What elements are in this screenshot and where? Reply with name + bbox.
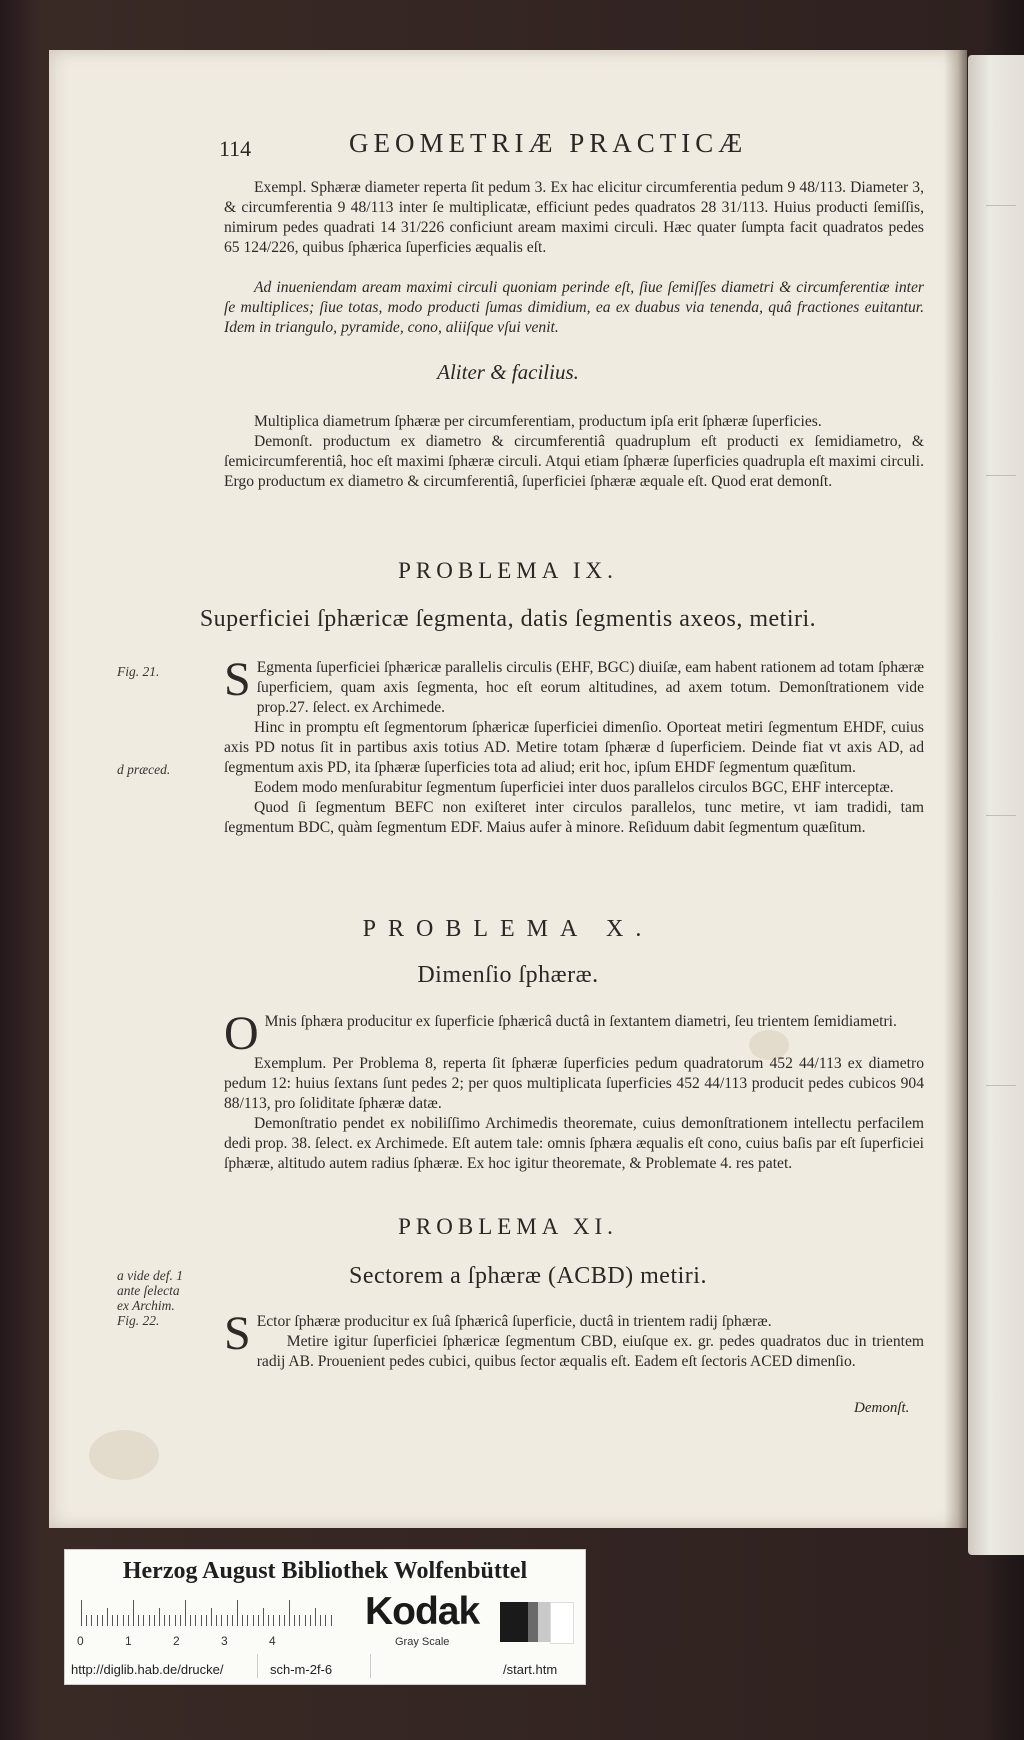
problem-9-paragraph-3: Eodem modo menſurabitur ſegmentum ſuperficiei inter duos parallelos circulos BGC, EHF interceptæ.	[254, 779, 894, 796]
ruler-tick	[273, 1615, 274, 1626]
ruler-tick	[237, 1600, 238, 1626]
ruler-tick	[206, 1615, 207, 1626]
aliter-paragraph-1: Multiplica diametrum ſphæræ per circumferentiam, productum ipſa erit ſphæræ ſuperficies.	[254, 413, 822, 430]
ruler-tick	[279, 1615, 280, 1626]
ruler-number: 3	[221, 1634, 228, 1648]
library-scan-card	[64, 1549, 586, 1685]
ruler-number: 1	[125, 1634, 132, 1648]
drop-cap: S	[224, 653, 251, 706]
drop-cap: O	[224, 1007, 259, 1060]
ruler-tick	[149, 1615, 150, 1626]
ruler-tick	[175, 1615, 176, 1626]
ruler-tick	[201, 1615, 202, 1626]
gray-scale-label: Gray Scale	[395, 1636, 450, 1648]
aliter-paragraph-2: Demonſt. productum ex diametro & circumferentiâ quadruplum eſt producti ex ſemidiametro, & ſemicircumferentiâ, hoc eſt maximi ſphæræ circuli. Atqui etiam ſphæræ ſuperficies quadrupla eſt maximi circuli. Ergo productum ex diametro & circumferentiâ, ſuperficiei ſphæræ æquale eſt. Quod erat demonſt.	[224, 433, 924, 490]
problem-11-title: Sectorem a ſphæræ (ACBD) metiri.	[349, 1263, 707, 1289]
ruler-number: 2	[173, 1634, 180, 1648]
ruler-tick	[253, 1615, 254, 1626]
gutter-shadow	[944, 50, 967, 1528]
ruler-tick	[305, 1615, 306, 1626]
problem-10-paragraph-3: Demonſtratio pendet ex nobiliſſimo Archimedis theoremate, cuius demonſtrationem intellectu perfacilem dedi prop. 38. ſelect. ex Archimede. Eſt autem tale: omnis ſphæra æqualis eſt cono, cuius baſis par eſt ſuperficiei ſphæræ, altitudo autem radius ſphæræ. Ex hoc igitur theoremate, & Problemate 4. res patet.	[224, 1115, 924, 1172]
ruler-tick	[123, 1615, 124, 1626]
ruler-tick	[227, 1615, 228, 1626]
ruler-tick	[331, 1615, 332, 1626]
ruler-tick	[159, 1608, 160, 1626]
page-number: 114	[219, 136, 252, 161]
problem-9-paragraph-1	[224, 653, 924, 718]
ruler-tick	[263, 1608, 264, 1626]
problem-9-heading: PROBLEMA IX.	[398, 558, 618, 583]
url-prefix[interactable]: http://diglib.hab.de/drucke/	[71, 1662, 224, 1677]
ruler-tick	[164, 1615, 165, 1626]
ruler-number: 4	[269, 1634, 276, 1648]
margin-note-a-vide-line-3: ex Archim.	[117, 1298, 175, 1313]
ruler-tick	[325, 1615, 326, 1626]
problem-11-block	[224, 1307, 924, 1372]
gray-swatch-black	[500, 1602, 528, 1642]
margin-note-d-praeced: d præced.	[117, 762, 171, 777]
ruler-tick	[268, 1615, 269, 1626]
ruler-tick	[289, 1600, 290, 1626]
ruler-tick	[185, 1600, 186, 1626]
facing-page-edge	[968, 55, 1024, 1555]
kodak-logo: Kodak	[365, 1590, 480, 1633]
ruler-tick	[107, 1608, 108, 1626]
ruler-tick	[284, 1615, 285, 1626]
problem-10-paragraph-2: Exemplum. Per Problema 8, reperta ſit ſphæræ ſuperficies pedum quadratorum 452 44/113 ex diametro pedum 12: huius ſextans ſunt pedes 2; per quos multiplicata ſuperficies 452 44/113 producit pedes cubicos 904 88/113, pro ſoliditate ſphæræ datæ.	[224, 1055, 924, 1112]
ruler-tick	[247, 1615, 248, 1626]
ruler-tick	[128, 1615, 129, 1626]
problem-10-block	[224, 1007, 924, 1174]
margin-note-fig21: Fig. 21.	[117, 664, 160, 679]
ruler-tick	[294, 1615, 295, 1626]
catchword: Demonſt.	[854, 1400, 910, 1416]
ruler-tick	[169, 1615, 170, 1626]
ruler-tick	[310, 1615, 311, 1626]
ruler-tick	[320, 1615, 321, 1626]
scale-ruler	[81, 1598, 336, 1626]
problem-9-paragraph-1-text: Egmenta ſuperficiei ſphæricæ parallelis circulis (EHF, BGC) diuiſæ, eam habent rationem ad totam ſphæræ ſuperficiem, quam axis ſegmenta, hoc eſt eorum altitudines, ad axem totum. Demonſtrationem vide prop.27. ſelect. ex Archimede.	[256, 659, 924, 716]
problem-11-heading: PROBLEMA XI.	[398, 1214, 618, 1239]
url-suffix[interactable]: /start.htm	[503, 1662, 558, 1677]
italic-note-paragraph: Ad inueniendam aream maximi circuli quoniam perinde eſt, ſiue ſemiſſes diametri & circumferentiæ inter ſe multiplices; ſiue totas, modo producti ſumas dimidium, ea ex duabus via tenenda, quâ fractiones euitantur. Idem in triangulo, pyramide, cono, aliiſque vſui venit.	[224, 279, 924, 336]
url-id[interactable]: sch-m-2f-6	[270, 1662, 333, 1677]
ruler-tick	[91, 1615, 92, 1626]
ruler-tick	[195, 1615, 196, 1626]
ruler-tick	[211, 1608, 212, 1626]
ruler-tick	[154, 1615, 155, 1626]
running-title: GEOMETRIÆ PRACTICÆ	[349, 128, 748, 158]
problem-10-heading: PROBLEMA X.	[362, 916, 654, 942]
gray-swatch-light	[538, 1602, 550, 1642]
ruler-tick	[97, 1615, 98, 1626]
problem-11-paragraph-2: Metire igitur ſuperficiei ſphæricæ ſegmentum CBD, eiuſque ex. gr. pedes quadratos duc in trientem radij AB. Prouenient pedes cubici, quibus ſector æqualis eſt. Eadem eſt ſectoris ACED dimenſio.	[256, 1333, 924, 1370]
ruler-tick	[102, 1615, 103, 1626]
italic-note-block	[224, 278, 924, 338]
ruler-tick	[138, 1615, 139, 1626]
ruler-tick	[143, 1615, 144, 1626]
gray-swatch-mid	[528, 1602, 538, 1642]
margin-note-a-vide-line-2: ante ſelecta	[117, 1283, 180, 1298]
aliter-heading: Aliter & facilius.	[437, 360, 579, 384]
gray-swatch-white	[550, 1602, 574, 1644]
drop-cap: S	[224, 1307, 251, 1360]
problem-10-title: Dimenſio ſphæræ.	[417, 962, 599, 988]
problem-11-paragraph-1-text: Ector ſphæræ producitur ex ſuâ ſphæricâ ſuperficie, ductâ in trientem radij ſphæræ.	[256, 1313, 772, 1330]
ruler-tick	[117, 1615, 118, 1626]
ruler-tick	[221, 1615, 222, 1626]
ruler-numbers	[77, 1634, 347, 1650]
problem-9-paragraph-4: Quod ſi ſegmentum BEFC non exiſteret inter circulos parallelos, tunc metire, vt iam tradidi, tam ſegmentum BDC, quàm ſegmentum EDF. Maius aufer à minore. Reſiduum dabit ſegmentum quæſitum.	[224, 799, 924, 836]
example-block	[224, 178, 924, 258]
ruler-tick	[315, 1608, 316, 1626]
example-paragraph: Exempl. Sphæræ diameter reperta ſit pedum 3. Ex hac elicitur circumferentia pedum 9 48/113. Diameter 3, & circumferentia 9 48/113 inter ſe multiplicatæ, efficiunt pedes quadratos 28 31/113. Huius producti ſemiſſis, nimirum pedes quadrati 14 31/226 conficiunt aream maximi circuli. Hæc quater ſumpta facit quadratos pedes 65 124/226, quibus ſphærica ſuperficies æqualis eſt.	[224, 179, 924, 256]
library-name: Herzog August Bibliothek Wolfenbüttel	[122, 1558, 528, 1584]
margin-note-fig22: Fig. 22.	[117, 1313, 160, 1328]
ruler-tick	[258, 1615, 259, 1626]
ruler-tick	[190, 1615, 191, 1626]
ruler-tick	[216, 1615, 217, 1626]
problem-10-paragraph-1	[224, 1007, 924, 1060]
ruler-number: 0	[77, 1634, 84, 1648]
ruler-tick	[299, 1615, 300, 1626]
ruler-tick	[112, 1615, 113, 1626]
ruler-tick	[81, 1600, 82, 1626]
problem-10-paragraph-1-text: Mnis ſphæra producitur ex ſuperficie ſphæricâ ductâ in ſextantem diametri, ſeu trientem ſemidiametri.	[264, 1013, 897, 1030]
book-page	[49, 50, 967, 1528]
problem-9-paragraph-2: Hinc in promptu eſt ſegmentorum ſphæricæ ſuperficiei dimenſio. Oporteat metiri ſegmentum EHDF, cuius axis PD notus ſit in partibus axis totius AD. Metire totam ſphæræ d ſuperficiem. Deinde fiat vt axis AD, ad ſegmentum axis PD, ita ſphæræ ſuperficies tota ad aliud; erit hoc, ipſum EHDF ſegmentum quæſitum.	[224, 719, 924, 776]
ruler-tick	[180, 1615, 181, 1626]
problem-9-title: Superficiei ſphæricæ ſegmenta, datis ſegmentis axeos, metiri.	[199, 606, 817, 632]
running-head	[49, 128, 967, 168]
margin-note-a-vide-line-1: a vide def. 1	[117, 1268, 183, 1283]
problem-9-block	[224, 653, 924, 838]
margin-note-a-vide	[117, 1268, 183, 1328]
ruler-tick	[86, 1615, 87, 1626]
ruler-tick	[133, 1600, 134, 1626]
ruler-tick	[242, 1615, 243, 1626]
aliter-block	[224, 412, 924, 492]
ruler-tick	[232, 1615, 233, 1626]
